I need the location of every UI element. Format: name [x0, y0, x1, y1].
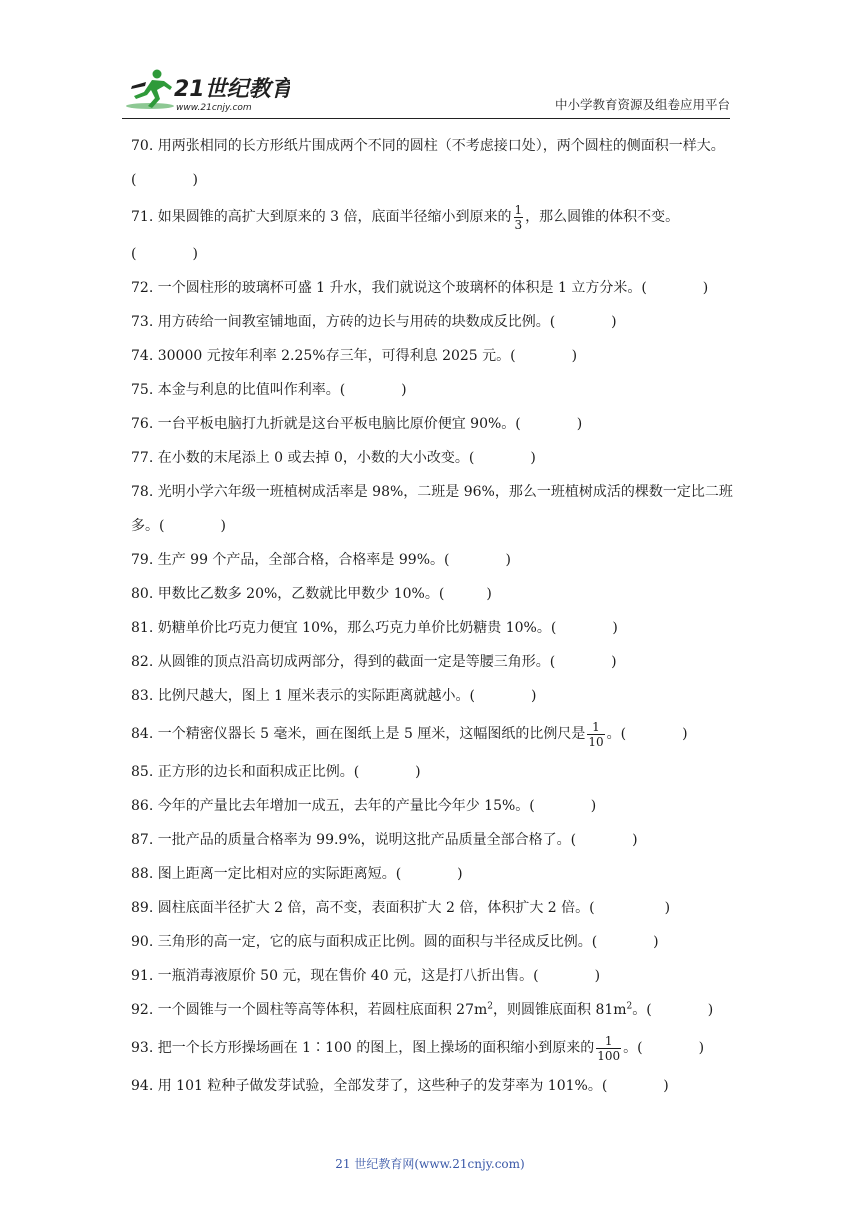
answer-blank[interactable]: ( ) — [444, 552, 511, 568]
question-number: 75. — [131, 382, 154, 398]
answer-blank[interactable]: ( ) — [589, 900, 671, 916]
question-item — [131, 857, 737, 891]
answer-blank[interactable]: ( ) — [620, 726, 688, 742]
question-item — [131, 129, 737, 197]
question-number: 87. — [131, 832, 154, 848]
question-number: 80. — [131, 586, 154, 602]
question-item — [131, 577, 737, 611]
question-text: 如果圆锥的高扩大到原来的 3 倍，底面半径缩小到原来的 — [157, 209, 512, 225]
question-text: ，那么圆锥的体积不变。 — [525, 209, 680, 225]
question-list — [131, 129, 737, 1103]
fraction-denominator: 3 — [514, 217, 523, 232]
answer-blank[interactable]: ( ) — [468, 450, 536, 466]
question-text: 正方形的边长和面积成正比例。 — [157, 764, 354, 780]
question-item — [131, 823, 737, 857]
superscript: 2 — [487, 1001, 493, 1012]
question-number: 77. — [131, 450, 154, 466]
question-number: 91. — [131, 968, 154, 984]
fraction-denominator: 100 — [597, 1048, 621, 1063]
question-number: 90. — [131, 934, 154, 950]
question-text: 用 101 粒种子做发芽试验，全部发芽了，这些种子的发芽率为 101%。 — [157, 1078, 602, 1094]
question-number: 82. — [131, 654, 154, 670]
page-footer[interactable]: 21 世纪教育网(www.21cnjy.com) — [335, 1157, 525, 1171]
question-number: 71. — [131, 209, 154, 225]
answer-blank[interactable]: ( ) — [591, 934, 659, 950]
answer-blank[interactable]: ( ) — [570, 832, 638, 848]
question-item — [131, 271, 737, 305]
fraction — [596, 1034, 621, 1063]
fraction — [587, 720, 604, 749]
answer-blank[interactable]: ( ) — [515, 416, 583, 432]
platform-name: 中小学教育资源及组卷应用平台 — [554, 97, 730, 112]
answer-blank[interactable]: ( ) — [601, 1078, 669, 1094]
question-number: 78. — [131, 484, 154, 500]
answer-blank[interactable]: ( ) — [637, 1040, 705, 1056]
header-rule — [122, 118, 730, 119]
question-text: 。 — [623, 1040, 638, 1056]
page-header — [0, 0, 860, 124]
question-number: 72. — [131, 280, 154, 296]
question-item — [131, 679, 737, 713]
question-text: 一个圆柱形的玻璃杯可盛 1 升水，我们就说这个玻璃杯的体积是 1 立方分米。 — [157, 280, 642, 296]
fraction-numerator: 1 — [596, 1034, 621, 1049]
question-item — [131, 645, 737, 679]
question-text: 。 — [606, 726, 621, 742]
answer-blank[interactable]: ( ) — [339, 382, 407, 398]
question-number: 88. — [131, 866, 154, 882]
question-item — [131, 197, 737, 271]
answer-blank[interactable]: ( ) — [550, 620, 618, 636]
answer-blank[interactable]: ( ) — [646, 1002, 714, 1018]
question-text: 一瓶消毒液原价 50 元，现在售价 40 元，这是打八折出售。 — [157, 968, 534, 984]
question-item — [131, 611, 737, 645]
question-text: 图上距离一定比相对应的实际距离短。 — [157, 866, 396, 882]
question-item — [131, 339, 737, 373]
question-text: 用方砖给一间教室铺地面，方砖的边长与用砖的块数成反比例。 — [157, 314, 550, 330]
answer-blank[interactable]: ( ) — [549, 654, 617, 670]
question-item — [131, 1069, 737, 1103]
question-item — [131, 891, 737, 925]
question-text: 从圆锥的顶点沿高切成两部分，得到的截面一定是等腰三角形。 — [157, 654, 550, 670]
question-number: 73. — [131, 314, 154, 330]
logo-url: www.21cnjy.com — [176, 103, 252, 113]
question-item — [131, 925, 737, 959]
answer-blank[interactable]: ( ) — [469, 688, 537, 704]
question-text: 光明小学六年级一班植树成活率是 98%，二班是 96%，那么一班植树成活的棵数一定比二班多。 — [131, 484, 733, 534]
question-item — [131, 475, 737, 543]
question-number: 94. — [131, 1078, 154, 1094]
question-number: 81. — [131, 620, 154, 636]
question-text: 本金与利息的比值叫作利率。 — [157, 382, 340, 398]
question-number: 76. — [131, 416, 154, 432]
superscript: 2 — [626, 1001, 633, 1012]
question-text: 一台平板电脑打九折就是这台平板电脑比原价便宜 90%。 — [157, 416, 516, 432]
question-text: 甲数比乙数多 20%，乙数就比甲数少 10%。 — [157, 586, 439, 602]
question-text: 今年的产量比去年增加一成五，去年的产量比今年少 15%。 — [157, 798, 530, 814]
question-text: 把一个长方形操场画在 1∶100 的图上，图上操场的面积缩小到原来的 — [157, 1040, 595, 1056]
fraction-numerator: 1 — [587, 720, 604, 735]
question-item — [131, 373, 737, 407]
question-item — [131, 713, 737, 755]
question-number: 83. — [131, 688, 154, 704]
answer-blank[interactable]: ( ) — [641, 280, 709, 296]
answer-blank[interactable]: ( ) — [159, 518, 226, 534]
answer-blank[interactable]: ( ) — [549, 314, 617, 330]
question-number: 70. — [131, 138, 154, 154]
question-text: 三角形的高一定，它的底与面积成正比例。圆的面积与半径成反比例。 — [157, 934, 592, 950]
question-item — [131, 755, 737, 789]
question-text: 生产 99 个产品，全部合格，合格率是 99%。 — [157, 552, 444, 568]
answer-blank[interactable]: ( ) — [510, 348, 578, 364]
answer-blank[interactable]: ( ) — [529, 798, 597, 814]
question-text: ，则圆锥底面积 81m — [493, 1002, 627, 1018]
question-number: 89. — [131, 900, 154, 916]
fraction — [514, 203, 524, 232]
question-item — [131, 441, 737, 475]
question-item — [131, 305, 737, 339]
question-item — [131, 1027, 737, 1069]
answer-blank[interactable]: ( ) — [438, 586, 492, 602]
answer-blank[interactable]: ( ) — [533, 968, 601, 984]
question-number: 85. — [131, 764, 154, 780]
fraction-numerator: 1 — [514, 202, 523, 217]
answer-blank[interactable]: ( ) — [131, 172, 198, 188]
question-text: 圆柱底面半径扩大 2 倍，高不变，表面积扩大 2 倍，体积扩大 2 倍。 — [157, 900, 590, 916]
question-item — [131, 993, 737, 1027]
question-item — [131, 959, 737, 993]
answer-blank[interactable]: ( ) — [131, 246, 198, 262]
fraction-denominator: 10 — [588, 734, 604, 749]
question-number: 92. — [131, 1002, 154, 1018]
logo-text: 21世纪教育 — [174, 77, 290, 102]
question-number: 93. — [131, 1040, 154, 1056]
answer-blank[interactable]: ( ) — [395, 866, 463, 882]
question-text: 用两张相同的长方形纸片围成两个不同的圆柱（不考虑接口处），两个圆柱的侧面积一样大。 — [157, 138, 725, 154]
question-text: 一批产品的质量合格率为 99.9%，说明这批产品质量全部合格了。 — [157, 832, 571, 848]
question-number: 79. — [131, 552, 154, 568]
question-item — [131, 543, 737, 577]
question-text: 比例尺越大，图上 1 厘米表示的实际距离就越小。 — [157, 688, 470, 704]
question-text: 一个精密仪器长 5 毫米，画在图纸上是 5 厘米，这幅图纸的比例尺是 — [157, 726, 586, 742]
question-text: 。 — [632, 1002, 647, 1018]
question-item — [131, 789, 737, 823]
answer-blank[interactable]: ( ) — [353, 764, 421, 780]
question-text: 一个圆锥与一个圆柱等高等体积，若圆柱底面积 27m — [157, 1002, 488, 1018]
question-text: 奶糖单价比巧克力便宜 10%，那么巧克力单价比奶糖贵 10%。 — [157, 620, 551, 636]
runner-logo-icon — [122, 68, 290, 114]
question-number: 74. — [131, 348, 154, 364]
question-number: 84. — [131, 726, 154, 742]
question-text: 在小数的末尾添上 0 或去掉 0，小数的大小改变。 — [157, 450, 469, 466]
question-text: 30000 元按年利率 2.25%存三年，可得利息 2025 元。 — [157, 348, 511, 364]
question-item — [131, 407, 737, 441]
site-logo[interactable] — [122, 68, 290, 118]
question-number: 86. — [131, 798, 154, 814]
